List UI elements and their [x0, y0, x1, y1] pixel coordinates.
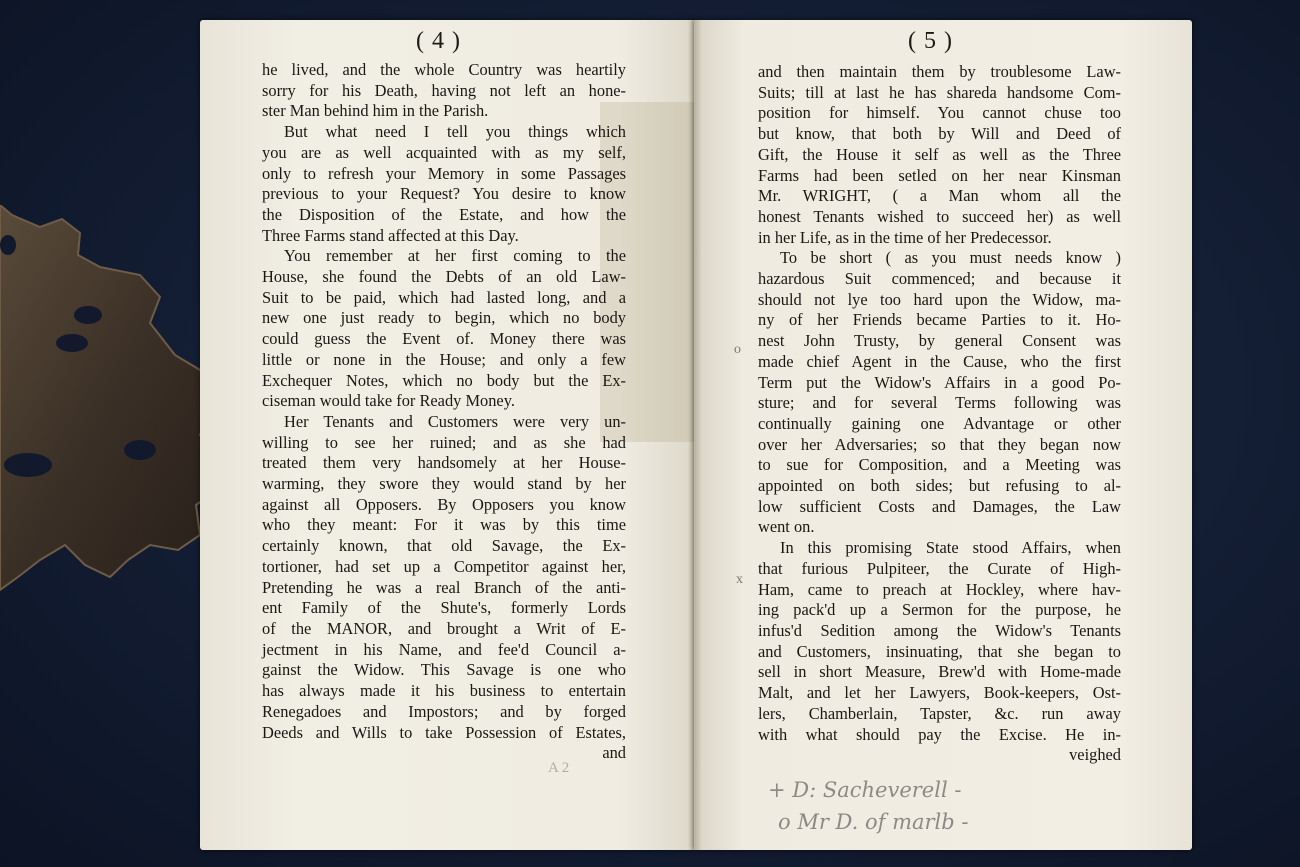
text-line: Deeds and Wills to take Possession of Estates,	[262, 722, 626, 742]
text-line: Suit to be paid, which had lasted long, and a	[262, 287, 626, 307]
text-line: of the MANOR, and brought a Writ of E-	[262, 618, 626, 638]
text-line: against all Opposers. By Opposers you know	[262, 494, 626, 514]
text-line: hazardous Suit commenced; and because it	[758, 269, 1121, 289]
text-line: little or none in the House; and only a few	[262, 349, 626, 369]
text-line: infus'd Sedition among the Widow's Tenants	[758, 620, 1121, 640]
signature-mark: A 2	[548, 760, 570, 776]
text-line: has always made it his business to entertain	[262, 681, 626, 701]
right-page	[694, 20, 1192, 850]
handwritten-note-1: + D: Sacheverell -	[768, 778, 962, 802]
left-page-text	[262, 60, 626, 764]
text-line: jectment in his Name, and fee'd Council a-	[262, 639, 626, 659]
text-line: House, she found the Debts of an old Law-	[262, 267, 626, 287]
text-line: In this promising State stood Affairs, when	[780, 538, 1121, 558]
text-line: he lived, and the whole Country was heartily	[262, 60, 626, 79]
page-number-right: ( 5 )	[908, 28, 953, 54]
text-line: certainly known, that old Savage, the Ex-	[262, 536, 626, 556]
text-line: over her Adversaries; so that they began now	[758, 434, 1121, 454]
handwritten-note-2: o Mr D. of marlb -	[778, 810, 969, 834]
text-line: Mr. WRIGHT, ( a Man whom all the	[758, 186, 1121, 206]
text-line: Pretending he was a real Branch of the anti-	[262, 577, 626, 597]
text-line: ciseman would take for Ready Money.	[262, 391, 515, 411]
book-gutter	[688, 20, 702, 850]
text-line: lers, Chamberlain, Tapster, &c. run away	[758, 703, 1121, 723]
text-line: that furious Pulpiteer, the Curate of High-	[758, 558, 1121, 578]
open-book	[200, 20, 1192, 850]
text-line: Her Tenants and Customers were very un-	[284, 411, 626, 431]
text-line: position for himself. You cannot chuse too	[758, 103, 1121, 123]
text-line: previous to your Request? You desire to know	[262, 184, 626, 204]
text-line: and then maintain them by troublesome Law-	[758, 62, 1121, 81]
left-page	[200, 20, 694, 850]
page-number-left: ( 4 )	[416, 28, 461, 54]
catchword: veighed	[1069, 745, 1121, 765]
text-line: Gift, the House it self as well as the Three	[758, 144, 1121, 164]
text-line: continually gaining one Advantage or other	[758, 413, 1121, 433]
text-line: only to refresh your Memory in some Passages	[262, 163, 626, 183]
text-line: to sue for Composition, and a Meeting was	[758, 455, 1121, 475]
text-line: and Customers, insinuating, that she began to	[758, 641, 1121, 661]
text-line: Suits; till at last he has shareda handsome Com-	[758, 82, 1121, 102]
text-line: Ham, came to preach at Hockley, where hav-	[758, 579, 1121, 599]
text-line: tortioner, had set up a Competitor against her,	[262, 556, 626, 576]
text-line: ing pack'd up a Sermon for the purpose, he	[758, 600, 1121, 620]
text-line: treated them very handsomely at her House-	[262, 453, 626, 473]
text-line: could guess the Event of. Money there was	[262, 329, 626, 349]
text-line: gainst the Widow. This Savage is one who	[262, 660, 626, 680]
text-line: Exchequer Notes, which no body but the Ex-	[262, 370, 626, 390]
text-line: low sufficient Costs and Damages, the Law	[758, 496, 1121, 516]
text-line: sorry for his Death, having not left an hone-	[262, 80, 626, 100]
text-line: in her Life, as in the time of her Predecessor.	[758, 227, 1052, 247]
text-line: with what should pay the Excise. He in-	[758, 724, 1121, 744]
text-line: ster Man behind him in the Parish.	[262, 101, 489, 121]
text-line: Renegadoes and Impostors; and by forged	[262, 701, 626, 721]
right-page-text	[758, 62, 1121, 766]
text-line: went on.	[758, 517, 815, 537]
text-line: Malt, and let her Lawyers, Book-keepers, Ost-	[758, 683, 1121, 703]
text-line: Farms had been setled on her near Kinsman	[758, 165, 1121, 185]
text-line: but know, that both by Will and Deed of	[758, 124, 1121, 144]
text-line: Term put the Widow's Affairs in a good Po-	[758, 372, 1121, 392]
text-line: nest John Trusty, by general Consent was	[758, 331, 1121, 351]
text-line: But what need I tell you things which	[284, 122, 626, 142]
text-line: new one just ready to begin, which no body	[262, 308, 626, 328]
margin-mark-cross: x	[736, 572, 743, 587]
text-line: warming, they swore they would stand by her	[262, 474, 626, 494]
text-line: willing to see her ruined; and as she had	[262, 432, 626, 452]
text-line: sell in short Measure, Brew'd with Home-made	[758, 662, 1121, 682]
text-line: you are as well acquainted with as my self,	[262, 142, 626, 162]
text-line: ny of her Friends became Parties to it. Ho-	[758, 310, 1121, 330]
margin-mark-circle: o	[734, 342, 741, 357]
text-line: sture; and for several Terms following was	[758, 393, 1121, 413]
text-line: should not lye too hard upon the Widow, ma-	[758, 289, 1121, 309]
text-line: honest Tenants wished to succeed her) as well	[758, 206, 1121, 226]
text-line: who they meant: For it was by this time	[262, 515, 626, 535]
text-line: the Disposition of the Estate, and how the	[262, 204, 626, 224]
text-line: Three Farms stand affected at this Day.	[262, 225, 519, 245]
text-line: You remember at her first coming to the	[284, 246, 626, 266]
catchword: and	[602, 743, 626, 763]
text-line: appointed on both sides; but refusing to al-	[758, 476, 1121, 496]
text-line: To be short ( as you must needs know )	[780, 248, 1121, 268]
text-line: made chief Agent in the Cause, who the first	[758, 351, 1121, 371]
text-line: ent Family of the Shute's, formerly Lords	[262, 598, 626, 618]
